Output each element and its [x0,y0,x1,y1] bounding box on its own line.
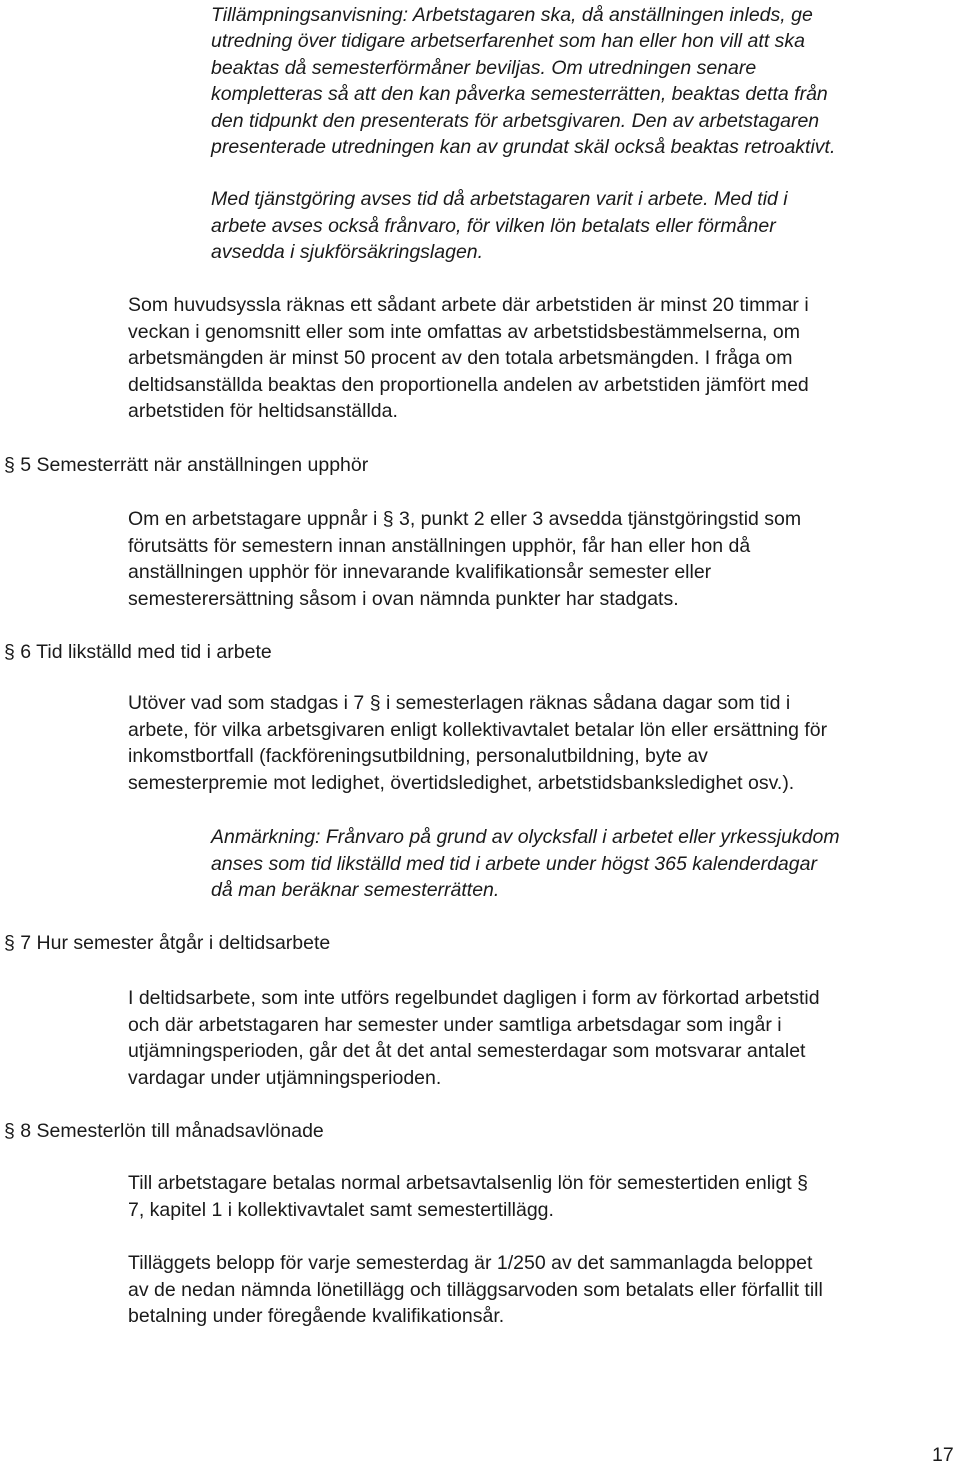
text-line: Som huvudsyssla räknas ett sådant arbete där arbetstiden är minst 20 timmar i [128,294,809,316]
text-line: beaktas då semesterförmåner beviljas. Om utredningen senare [211,57,757,79]
text-line: den tidpunkt den presenterats för arbetsgivaren. Den av arbetstagaren [211,110,820,132]
page-number: 17 [932,1444,954,1466]
text-line: arbete avses också frånvaro, för vilken lön betalats eller förmåner [211,215,776,237]
text-line: Anmärkning: Frånvaro på grund av olycksfall i arbetet eller yrkessjukdom [211,826,840,848]
text-line: vardagar under utjämningsperioden. [128,1067,442,1089]
text-line: Till arbetstagare betalas normal arbetsavtalsenlig lön för semestertiden enligt § [128,1172,808,1194]
text-line: avsedda i sjukförsäkringslagen. [211,241,484,263]
text-line: utjämningsperioden, går det åt det antal semesterdagar som motsvarar antalet [128,1040,806,1062]
text-line: 7, kapitel 1 i kollektivavtalet samt semestertillägg. [128,1199,554,1221]
text-line: semesterersättning såsom i ovan nämnda punkter har stadgats. [128,588,679,610]
text-line: Utöver vad som stadgas i 7 § i semesterlagen räknas sådana dagar som tid i [128,692,791,714]
section-heading-6: § 6 Tid likställd med tid i arbete [4,641,272,663]
text-line: arbetstiden för heltidsanställda. [128,400,398,422]
text-line: kompletteras så att den kan påverka semesterrätten, beaktas detta från [211,83,828,105]
text-line: Tilläggets belopp för varje semesterdag är 1/250 av det sammanlagda beloppet [128,1252,813,1274]
text-line: veckan i genomsnitt eller som inte omfattas av arbetstidsbestämmelserna, om [128,321,800,343]
text-line: anställningen upphör för innevarande kvalifikationsår semester eller [128,561,712,583]
text-line: inkomstbortfall (fackföreningsutbildning, personalutbildning, byte av [128,745,708,767]
text-line: då man beräknar semesterrätten. [211,879,500,901]
text-line: av de nedan nämnda lönetillägg och tilläggsarvoden som betalats eller förfallit till [128,1279,823,1301]
section-heading-8: § 8 Semesterlön till månadsavlönade [4,1120,324,1142]
section-heading-5: § 5 Semesterrätt när anställningen upphör [4,454,369,476]
text-line: och där arbetstagaren har semester under samtliga arbetsdagar som ingår i [128,1014,782,1036]
text-line: anses som tid likställd med tid i arbete under högst 365 kalenderdagar [211,853,817,875]
section-heading-7: § 7 Hur semester åtgår i deltidsarbete [4,932,331,954]
text-line: arbetsmängden är minst 50 procent av den totala arbetsmängden. I fråga om [128,347,793,369]
text-line: utredning över tidigare arbetserfarenhet som han eller hon vill att ska [211,30,805,52]
text-line: deltidsanställda beaktas den proportionella andelen av arbetstiden jämfört med [128,374,809,396]
text-line: I deltidsarbete, som inte utförs regelbundet dagligen i form av förkortad arbetstid [128,987,820,1009]
text-line: presenterade utredningen kan av grundat skäl också beaktas retroaktivt. [211,136,836,158]
text-line: förutsätts för semestern innan anställningen upphör, får han eller hon då [128,535,751,557]
text-line: semesterpremie mot ledighet, övertidsledighet, arbetstidsbanksledighet osv.). [128,772,795,794]
text-line: Tillämpningsanvisning: Arbetstagaren ska, då anställningen inleds, ge [211,4,813,26]
text-line: Med tjänstgöring avses tid då arbetstagaren varit i arbete. Med tid i [211,188,788,210]
text-line: betalning under föregående kvalifikationsår. [128,1305,505,1327]
text-line: Om en arbetstagare uppnår i § 3, punkt 2 eller 3 avsedda tjänstgöringstid som [128,508,802,530]
text-line: arbete, för vilka arbetsgivaren enligt kollektivavtalet betalar lön eller ersättning för [128,719,828,741]
